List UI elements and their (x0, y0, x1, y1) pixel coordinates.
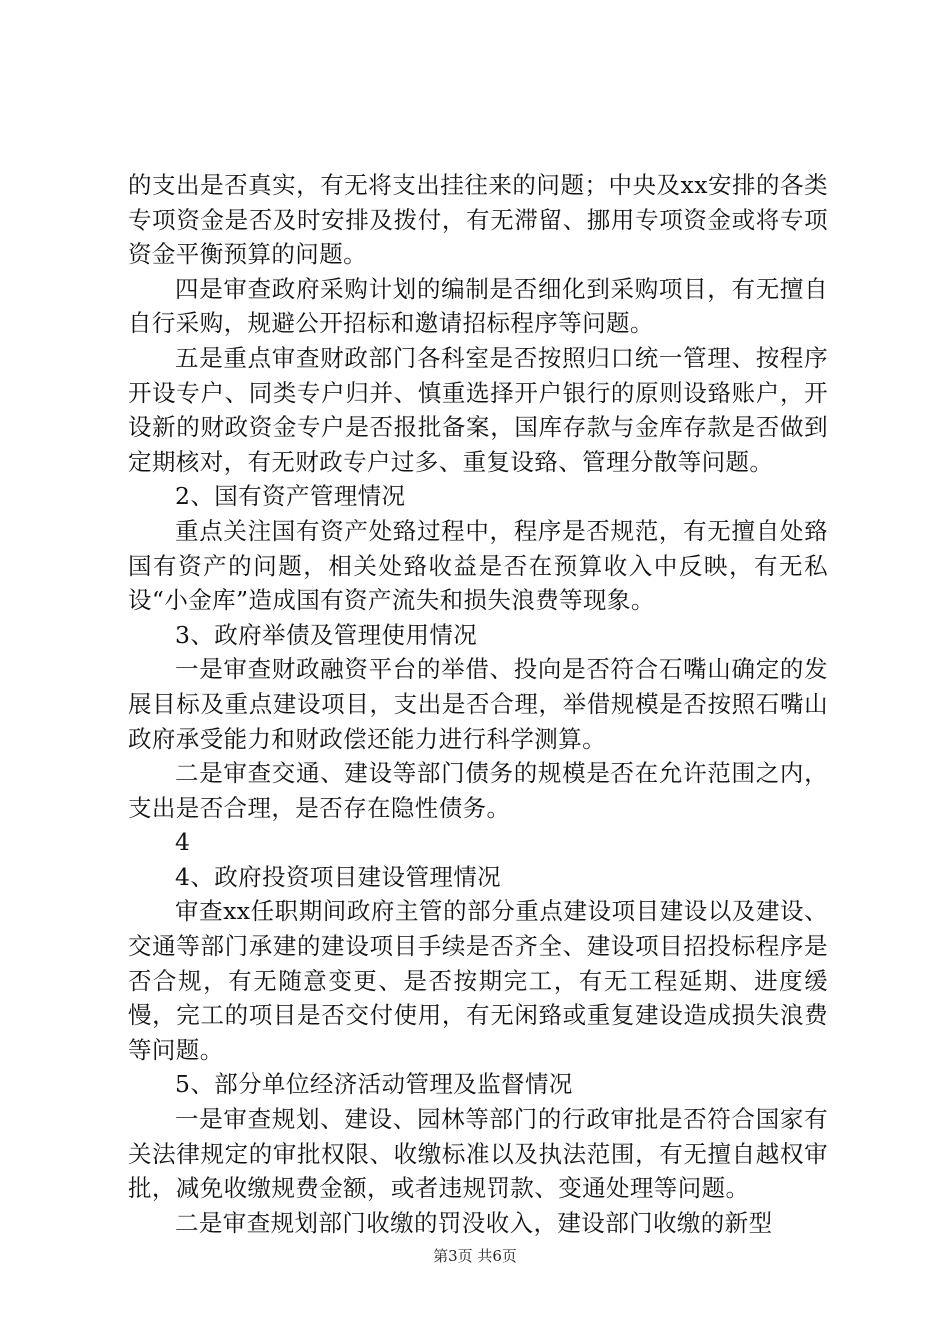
paragraph: 重点关注国有资产处臵过程中，程序是否规范，有无擅自处臵国有资产的问题，相关处臵收益是否在预算收入中反映，有无私设“小金库”造成国有资产流失和损失浪费等现象。 (128, 516, 828, 615)
section-heading: 5、部分单位经济活动管理及监督情况 (175, 1070, 573, 1099)
paragraph: 一是审查规划、建设、园林等部门的行政审批是否符合国家有关法律规定的审批权限、收缴标准以及执法范围，有无擅自越权审批，减免收缴规费金额，或者违规罚款、变通处理等问题。 (128, 1105, 828, 1203)
section-heading: 4、政府投资项目建设管理情况 (175, 862, 502, 891)
section-heading: 2、国有资产管理情况 (175, 482, 406, 511)
paragraph: 二是审查交通、建设等部门债务的规模是否在允许范围之内，支出是否合理，是否存在隐性债务。 (128, 759, 828, 822)
stray-number: 4 (175, 828, 191, 857)
paragraph: 二是审查规划部门收缴的罚没收入，建设部门收缴的新型 (175, 1208, 773, 1237)
paragraph: 一是审查财政融资平台的举借、投向是否符合石嘴山确定的发展目标及重点建设项目，支出是否合理，举借规模是否按照石嘴山政府承受能力和财政偿还能力进行科学测算。 (128, 655, 828, 753)
paragraph: 审查xx任职期间政府主管的部分重点建设项目建设以及建设、交通等部门承建的建设项目手续是否齐全、建设项目招投标程序是否合规，有无随意变更、是否按期完工，有无工程延期、进度缓慢，完工的项目是否交付使用，有无闲臵或重复建设造成损失浪费等问题。 (128, 897, 828, 1064)
paragraph: 的支出是否真实，有无将支出挂往来的问题；中央及xx安排的各类专项资金是否及时安排及拨付，有无滞留、挪用专项资金或将专项资金平衡预算的问题。 (128, 171, 828, 269)
paragraph: 四是审查政府采购计划的编制是否细化到采购项目，有无擅自自行采购，规避公开招标和邀请招标程序等问题。 (128, 274, 828, 338)
page-footer: 第3页 共6页 (433, 1247, 517, 1265)
document-body (128, 168, 828, 1240)
paragraph: 五是重点审查财政部门各科室是否按照归口统一管理、按程序开设专户、同类专户归并、慎重选择开户银行的原则设臵账户，开设新的财政资金专户是否报批备案，国库存款与金库存款是否做到定期核对，有无财政专户过多、重复设臵、管理分散等问题。 (128, 343, 828, 476)
section-heading: 3、政府举债及管理使用情况 (175, 620, 478, 649)
